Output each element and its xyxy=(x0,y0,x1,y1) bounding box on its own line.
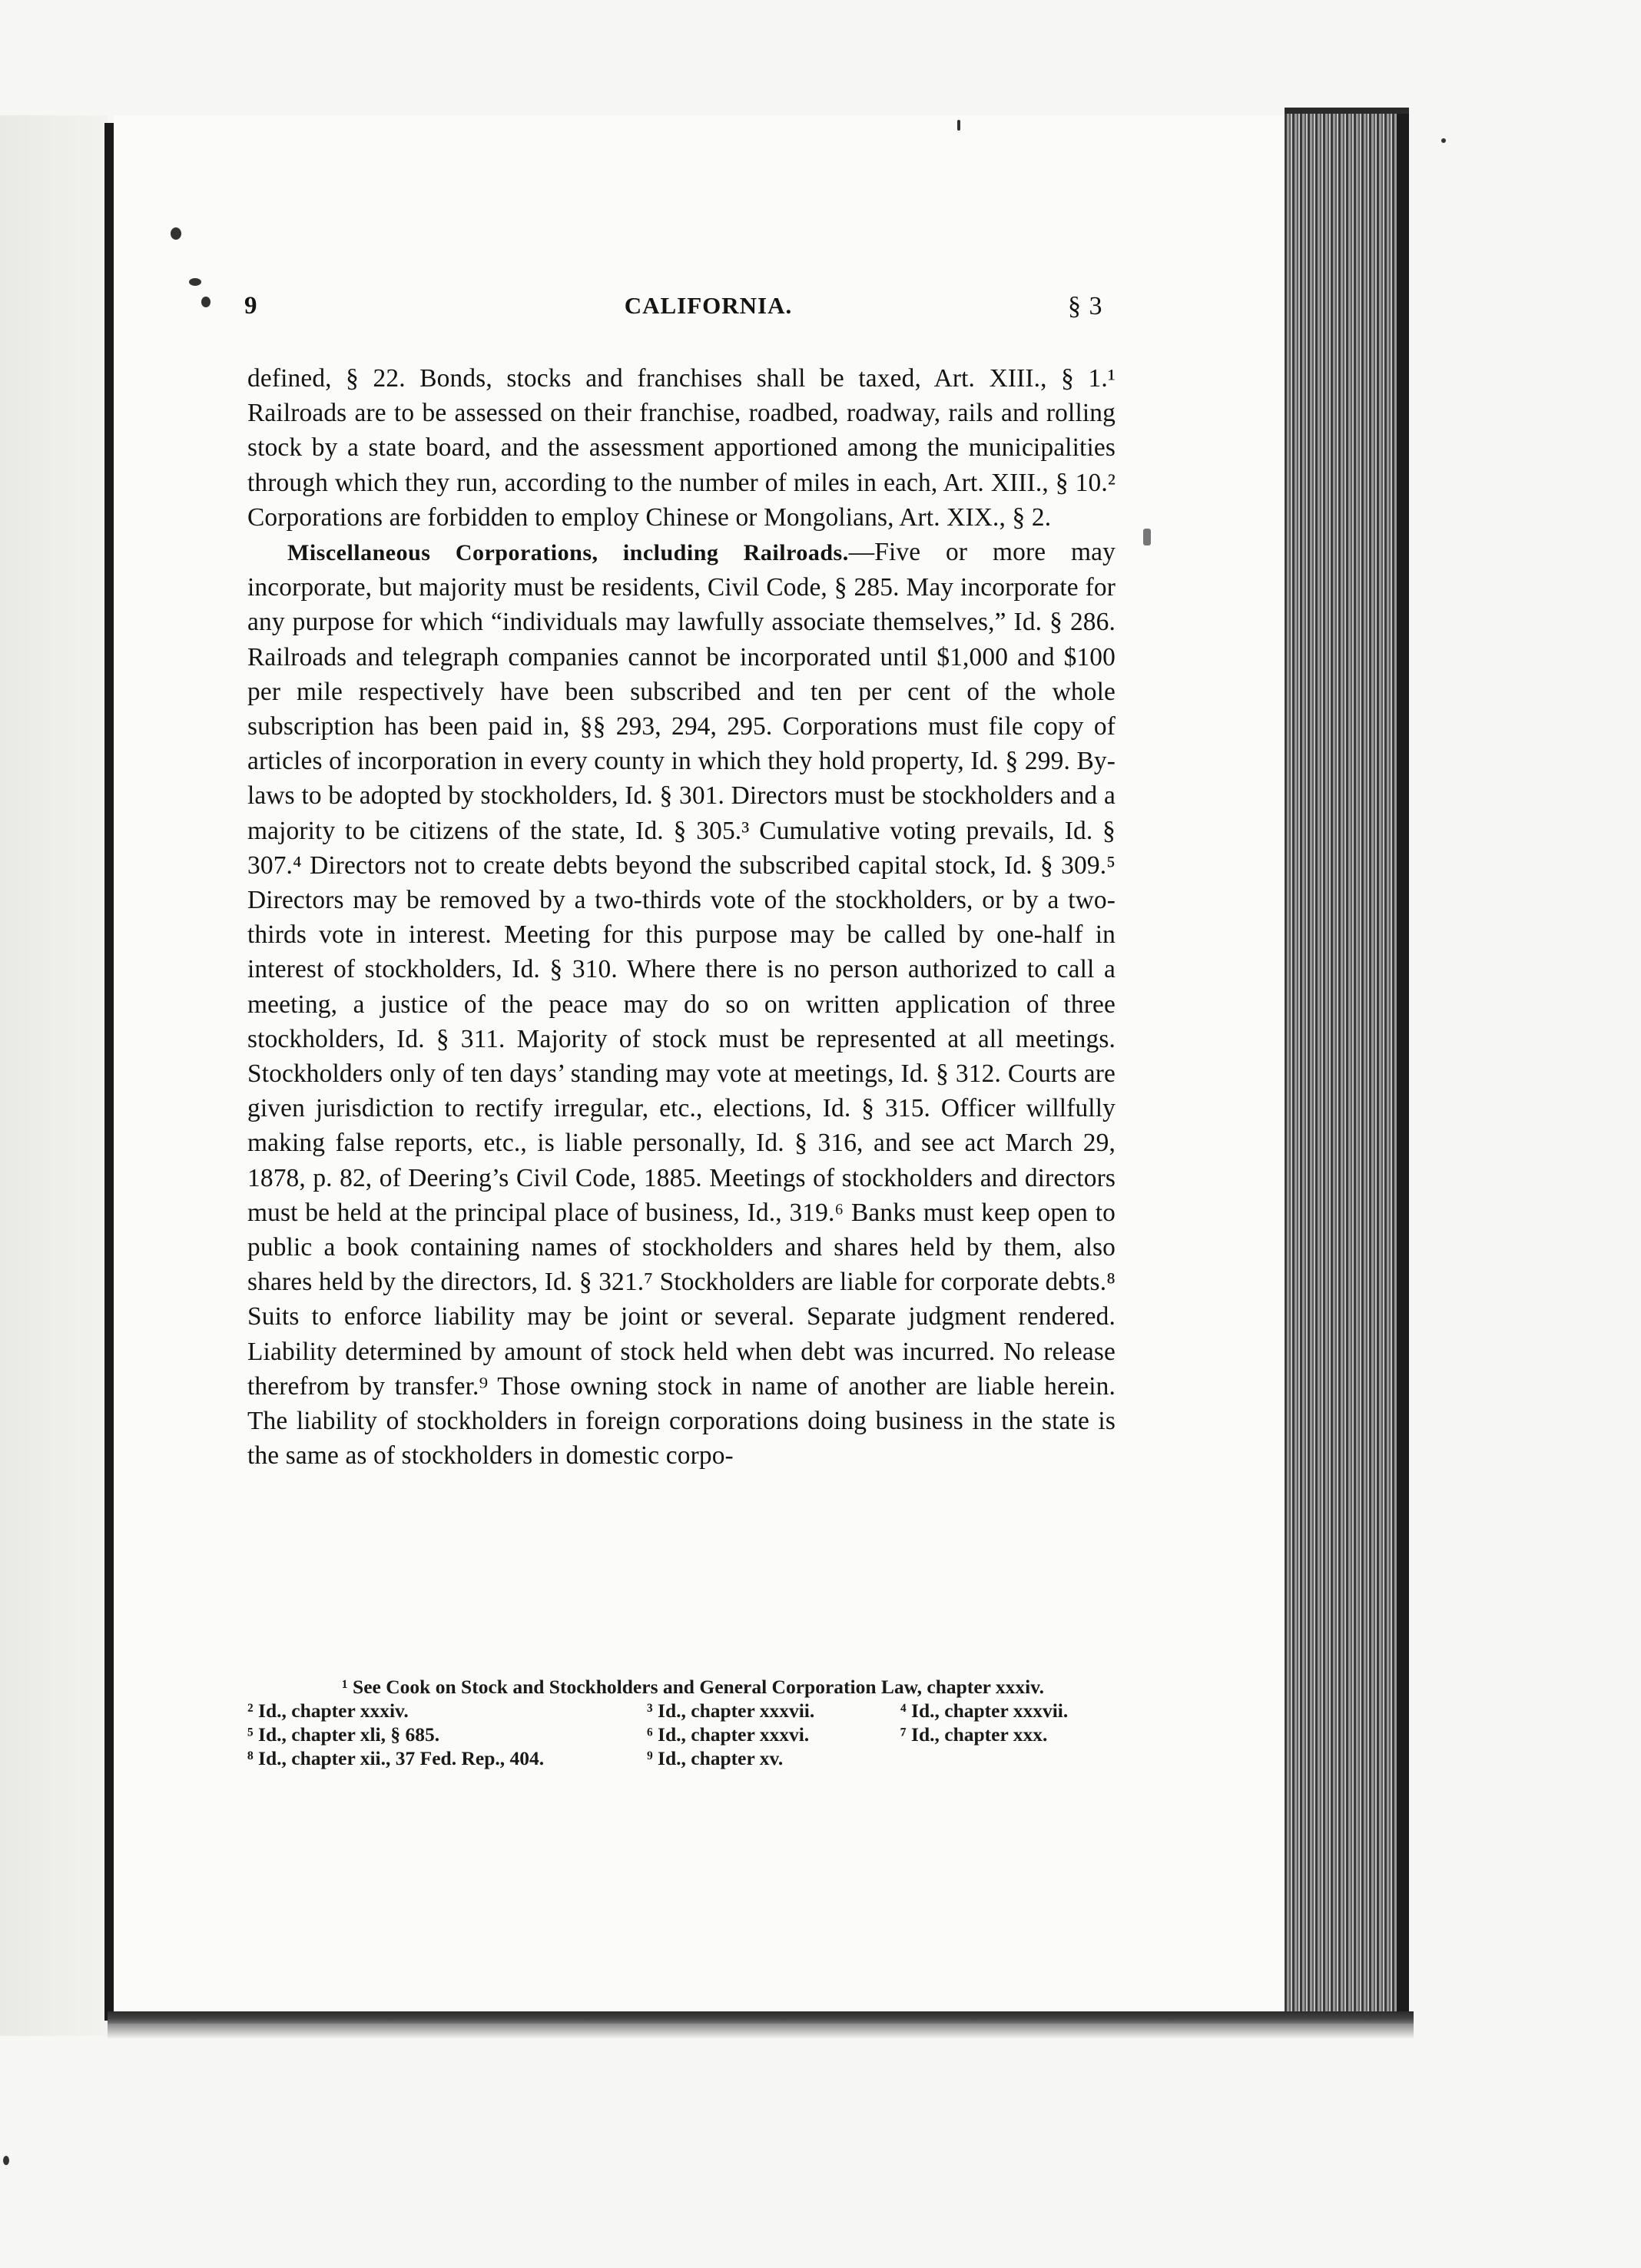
book-bottom-shadow xyxy=(108,2024,1414,2039)
footnote-2: ² Id., chapter xxxiv. xyxy=(247,1699,409,1722)
section-number: § 3 xyxy=(1068,292,1103,320)
paragraph-continued: defined, § 22. Bonds, stocks and franchises shall be taxed, Art. XIII., § 1.¹ Railroads are to be assessed on their franchise, roadbed, roadway, rails and rolling stock by a state board, and the assessment apportioned among the municipalities through which they run, according to the number of miles in each, Art. XIII., § 10.² Corporations are forbidden to employ Chinese or Mongolians, Art. XIX., § 2. xyxy=(247,364,1116,532)
footnote-8: ⁸ Id., chapter xii., 37 Fed. Rep., 404. xyxy=(247,1747,545,1769)
book-cover-edge xyxy=(1397,114,1409,2019)
page-number: 9 xyxy=(244,292,258,320)
footnote-row xyxy=(247,1723,1123,1746)
scan-speck xyxy=(1441,138,1446,143)
scan-speck xyxy=(201,297,211,307)
paragraph-text: —Five or more may incorporate, but majority must be residents, Civil Code, § 285. May incorporate for any purpose for which “individuals may lawfully associate themselves,” Id. § 286. Railroads and telegraph companies cannot be incorporated until $1,000 and $100 per mile respectively have been subscribed and ten per cent of the whole subscription has been paid in, §§ 293, 294, 295. Corporations must file copy of articles of incorporation in every county in which they hold property, Id. § 299. By-laws to be adopted by stockholders, Id. § 301. Directors must be stockholders and a majority to be citizens of the state, Id. § 305.³ Cumulative voting prevails, Id. § 307.⁴ Directors not to create debts beyond the subscribed capital stock, Id. § 309.⁵ Directors may be removed by a two-thirds vote of the stockholders, or by a two-thirds vote in interest. Meeting for this purpose may be called by one-half in interest of stockholders, Id. § 310. Where there is no person authorized to call a meeting, a justice of the peace may do so on written application of three stockholders, Id. § 311. Majority of stock must be represented at all meetings. Stockholders only of ten days’ standing may vote at meetings, Id. § 312. Courts are given jurisdiction to rectify irregular, etc., elections, Id. § 315. Officer willfully making false reports, etc., is liable personally, Id. § 316, and see act March 29, 1878, p. 82, of Deering’s Civil Code, 1885. Meetings of stockholders and directors must be held at the principal place of business, Id., 319.⁶ Banks must keep open to public a book containing names of stockholders and shares held by them, also shares held by the directors, Id. § 321.⁷ Stockholders are liable for corporate debts.⁸ Suits to enforce liability may be joint or several. Separate judgment rendered. Liability determined by amount of stock held when debt was incurred. No release therefrom by transfer.⁹ Those owning stock in name of another are liable herein. The liability of stockholders in foreign corporations doing business in the state is the same as of stockholders in domestic corpo- xyxy=(247,538,1116,1471)
footnote-1: ¹ See Cook on Stock and Stockholders and General Corporation Law, chapter xxxiv. xyxy=(342,1676,1044,1698)
paragraph-miscellaneous-corporations xyxy=(247,535,1116,1473)
book-binding xyxy=(104,123,114,2021)
scan-speck xyxy=(171,227,181,240)
paragraph-heading: Miscellaneous Corporations, including Railroads. xyxy=(287,540,849,566)
footnote-6: ⁶ Id., chapter xxxvi. xyxy=(647,1723,810,1746)
footnote-9: ⁹ Id., chapter xv. xyxy=(647,1747,784,1769)
scan-speck xyxy=(3,2156,9,2165)
footnote-row xyxy=(247,1699,1123,1723)
book-bottom-edge xyxy=(108,2011,1414,2024)
scan-speck xyxy=(957,120,960,131)
footnotes xyxy=(247,1675,1123,1770)
footnote-4: ⁴ Id., chapter xxxvii. xyxy=(900,1699,1069,1722)
footnote-row xyxy=(247,1746,1123,1770)
running-title: CALIFORNIA. xyxy=(624,292,793,319)
footnote-5: ⁵ Id., chapter xli, § 685. xyxy=(247,1723,440,1746)
scan-speck xyxy=(1143,529,1151,545)
page-stack-edge xyxy=(1285,114,1407,2019)
main-text xyxy=(247,361,1116,1474)
scan-speck xyxy=(189,278,201,286)
footnote-3: ³ Id., chapter xxxvii. xyxy=(647,1699,815,1722)
left-page-edge xyxy=(0,115,108,2036)
footnote-7: ⁷ Id., chapter xxx. xyxy=(900,1723,1048,1746)
